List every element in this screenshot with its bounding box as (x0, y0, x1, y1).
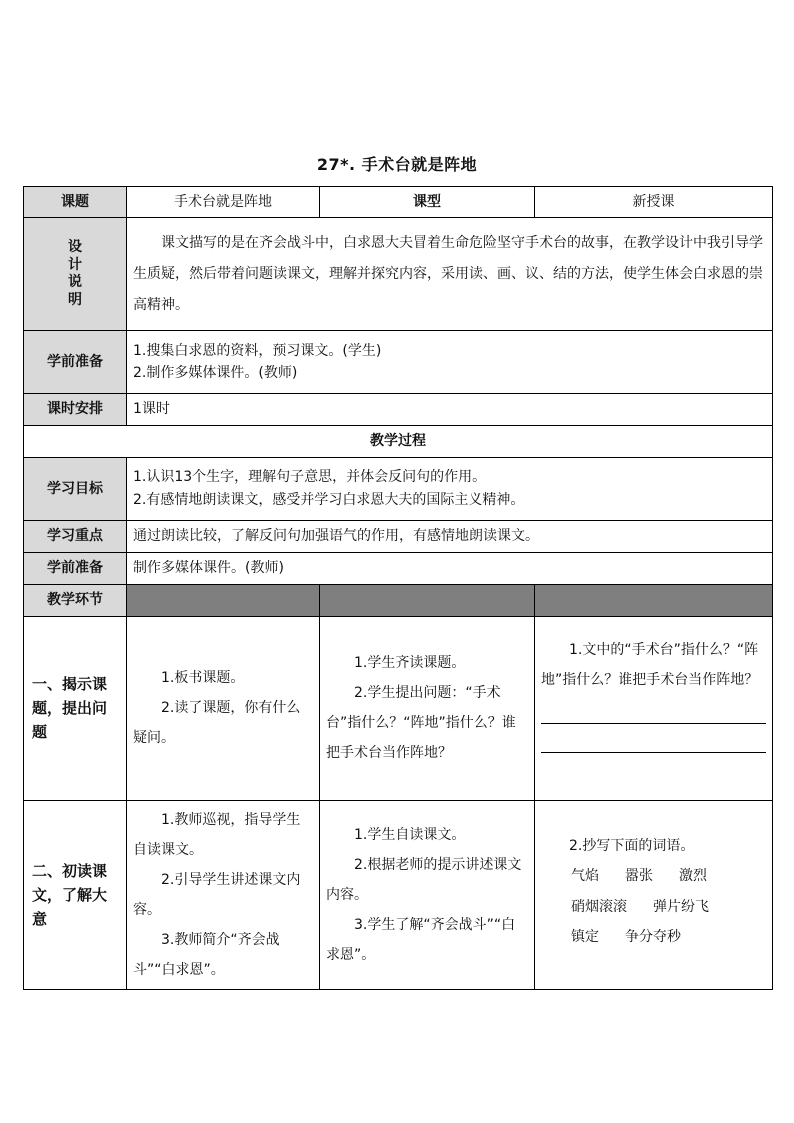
design-notes-label: 设 计 说 明 (24, 218, 127, 331)
teacher-step: 1.板书课题。 (161, 670, 245, 687)
row-preparation-2 (24, 552, 773, 584)
vocab-word: 激烈 (679, 867, 707, 884)
focus-label: 学习重点 (24, 520, 127, 552)
stage-2-exercise (535, 800, 773, 990)
stage-2-teacher (127, 800, 320, 990)
goal-item: 2.有感情地朗读课文，感受并学习白求恩大夫的国际主义精神。 (133, 491, 525, 508)
exercise-title: 2.抄写下面的词语。 (569, 837, 695, 854)
steps-header-cell (535, 584, 773, 616)
row-preparation (24, 331, 773, 394)
lesson-type-value: 新授课 (535, 187, 773, 218)
stage-1-name: 一、揭示课题，提出问题 (24, 616, 127, 800)
vocab-word: 气焰 (571, 867, 599, 884)
student-step: 1.学生齐读课题。 (354, 655, 466, 672)
answer-line[interactable] (541, 728, 766, 753)
teacher-step: 2.读了课题，你有什么疑问。 (133, 700, 301, 747)
teacher-step: 3.教师简介“齐会战斗”“白求恩”。 (133, 932, 280, 979)
student-step: 2.根据老师的提示讲述课文内容。 (326, 856, 522, 904)
stage-1-teacher (127, 616, 320, 800)
student-step: 3.学生了解“齐会战斗”“白求恩”。 (326, 917, 516, 964)
steps-label: 教学环节 (24, 584, 127, 616)
goals-content (127, 457, 773, 520)
student-step: 1.学生自读课文。 (354, 826, 466, 843)
row-goals (24, 457, 773, 520)
goal-item: 1.认识13个生字，理解句子意思，并体会反问句的作用。 (133, 469, 487, 486)
topic-label: 课题 (24, 187, 127, 218)
process-header: 教学过程 (24, 425, 773, 457)
vocab-word: 硝烟滚滚 (571, 898, 627, 915)
preparation-2-label: 学前准备 (24, 552, 127, 584)
focus-value: 通过朗读比较，了解反问句加强语气的作用，有感情地朗读课文。 (127, 520, 773, 552)
teacher-step: 1.教师巡视，指导学生自读课文。 (133, 811, 301, 858)
stage-1-student (320, 616, 535, 800)
teacher-step: 2.引导学生讲述课文内容。 (133, 871, 301, 919)
row-stage-1 (24, 616, 773, 800)
student-step: 2.学生提出问题：“手术台”指什么？“阵地”指什么？谁把手术台当作阵地？ (326, 685, 516, 762)
word-row (571, 892, 766, 923)
word-row (571, 861, 766, 892)
exercise-question: 1.文中的“手术台”指什么？“阵地”指什么？谁把手术台当作阵地？ (541, 641, 759, 688)
preparation-2-value: 制作多媒体课件。(教师) (127, 552, 773, 584)
topic-value: 手术台就是阵地 (127, 187, 320, 218)
row-schedule (24, 394, 773, 425)
document-title: 27*. 手术台就是阵地 (316, 155, 478, 174)
row-design-notes (24, 218, 773, 331)
goals-label: 学习目标 (24, 457, 127, 520)
row-focus (24, 520, 773, 552)
word-row (571, 922, 766, 953)
vocab-word: 镇定 (571, 929, 599, 946)
preparation-item: 2.制作多媒体课件。(教师) (133, 365, 298, 382)
stage-2-student (320, 800, 535, 990)
lesson-type-label: 课型 (320, 187, 535, 218)
schedule-label: 课时安排 (24, 394, 127, 425)
vocab-word: 争分夺秒 (625, 929, 681, 946)
steps-header-cell (320, 584, 535, 616)
lesson-plan-table (23, 186, 773, 990)
word-list (541, 861, 766, 953)
answer-line[interactable] (541, 699, 766, 724)
row-topic (24, 187, 773, 218)
row-steps-header (24, 584, 773, 616)
stage-2-name: 二、初读课文，了解大意 (24, 800, 127, 990)
design-notes-text: 课文描写的是在齐会战斗中，白求恩大夫冒着生命危险坚守手术台的故事，在教学设计中我引导学生质疑，然后带着问题读课文，理解并探究内容，采用读、画、议、结的方法，使学生体会白求恩的崇高精神。 (127, 218, 773, 331)
row-stage-2 (24, 800, 773, 990)
stage-1-exercise (535, 616, 773, 800)
preparation-content (127, 331, 773, 394)
preparation-label: 学前准备 (24, 331, 127, 394)
steps-header-cell (127, 584, 320, 616)
preparation-item: 1.搜集白求恩的资料，预习课文。(学生) (133, 343, 382, 359)
vocab-word: 弹片纷飞 (653, 898, 709, 915)
row-process-header (24, 425, 773, 457)
vocab-word: 嚣张 (625, 867, 653, 884)
schedule-value: 1课时 (127, 394, 773, 425)
